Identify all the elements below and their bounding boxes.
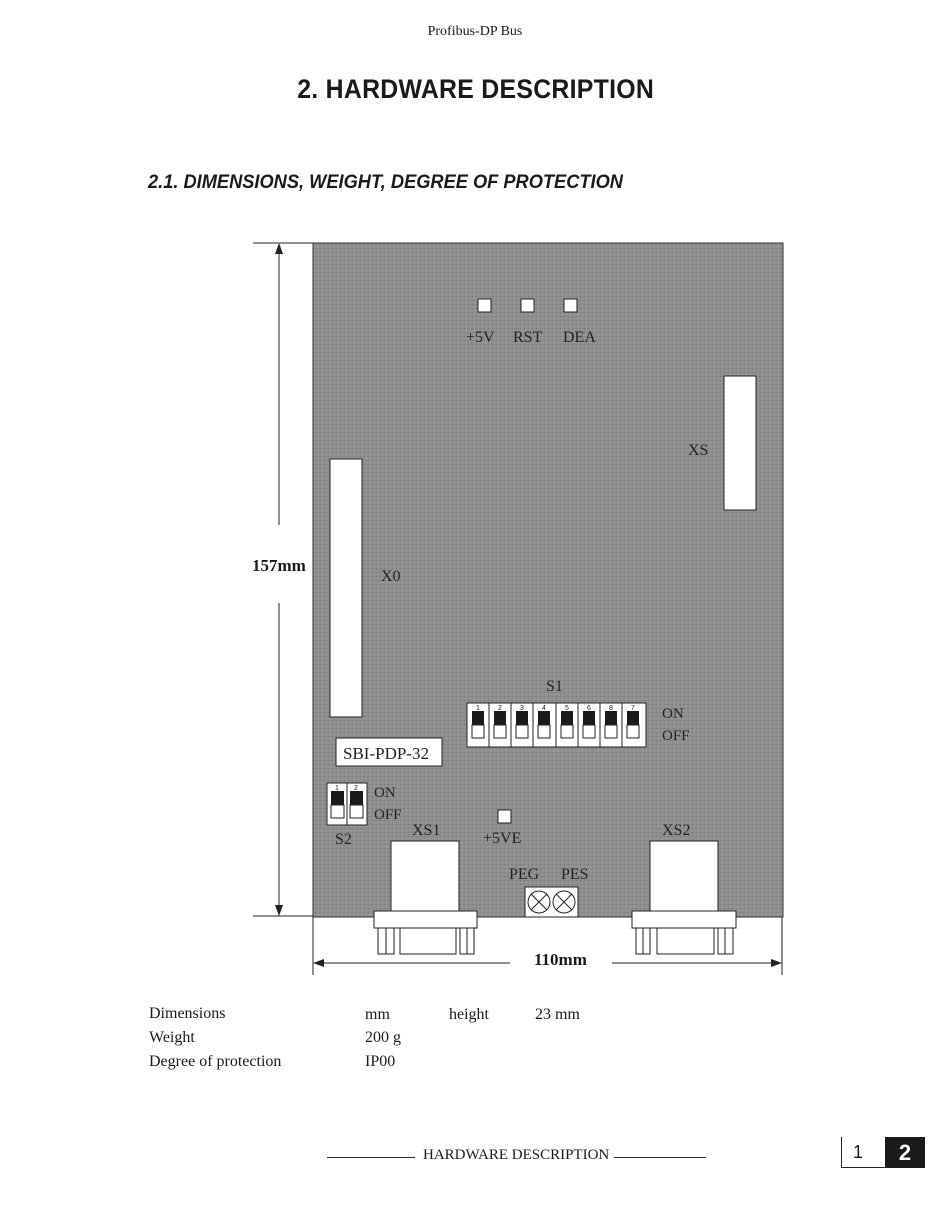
spec-name-dimensions: Dimensions	[149, 1005, 226, 1022]
height-dimension	[253, 243, 313, 916]
s2-dip-switch	[327, 783, 367, 825]
s1-num-2: 2	[498, 705, 502, 712]
pes-label: PES	[561, 866, 589, 883]
arrow-down-icon	[275, 905, 283, 916]
x0-label: X0	[381, 568, 401, 585]
s2-on-label: ON	[374, 785, 396, 801]
s2-label: S2	[335, 831, 352, 848]
led-dea	[564, 299, 577, 312]
footer-title: HARDWARE DESCRIPTION	[423, 1147, 610, 1163]
spec-value-protection: IP00	[365, 1053, 396, 1070]
s2-off-label: OFF	[374, 807, 402, 823]
x0-connector	[330, 459, 362, 717]
model-label: SBI-PDP-32	[343, 744, 429, 763]
s1-num-7: 8	[609, 705, 613, 712]
s1-off-label: OFF	[662, 728, 690, 744]
page-title: 2. HARDWARE DESCRIPTION	[297, 74, 655, 104]
s1-num-4: 4	[542, 705, 546, 712]
width-label: 110mm	[534, 950, 587, 969]
led-label-dea: DEA	[563, 329, 596, 346]
footer-rule-right	[614, 1157, 706, 1158]
arrow-right-icon	[771, 959, 782, 967]
led-label-5ve: +5VE	[483, 830, 522, 847]
xs-connector	[724, 376, 756, 510]
section-title: 2.1. DIMENSIONS, WEIGHT, DEGREE OF PROTECTION	[148, 172, 623, 193]
led-rst	[521, 299, 534, 312]
spec-height-value: 23 mm	[535, 1006, 580, 1023]
spec-value-weight: 200 g	[365, 1029, 401, 1046]
footer-rule-left	[327, 1157, 415, 1158]
s1-num-1: 1	[476, 705, 480, 712]
spec-name-weight: Weight	[149, 1029, 195, 1046]
s2-num-1: 1	[335, 785, 339, 792]
xs1-label: XS1	[412, 822, 441, 839]
led-5v	[478, 299, 491, 312]
s1-num-3: 3	[520, 705, 524, 712]
s1-on-label: ON	[662, 706, 684, 722]
chapter-number: 2	[885, 1137, 925, 1168]
spec-value-dimensions: mm	[365, 1006, 390, 1023]
xs2-label: XS2	[662, 822, 691, 839]
spec-height-label: height	[449, 1006, 489, 1023]
led-label-rst: RST	[513, 329, 543, 346]
led-label-5v: +5V	[466, 329, 495, 346]
page-number-box	[841, 1137, 925, 1168]
s1-label: S1	[546, 678, 563, 695]
chapter-page-number: 1	[853, 1142, 864, 1162]
height-label: 157mm	[252, 556, 306, 575]
s1-num-8: 7	[631, 705, 635, 712]
s1-num-5: 5	[565, 705, 569, 712]
s1-dip-switch	[467, 703, 646, 747]
s2-num-2: 2	[354, 785, 358, 792]
led-5ve	[498, 810, 511, 823]
arrow-left-icon	[313, 959, 324, 967]
spec-name-protection: Degree of protection	[149, 1053, 282, 1070]
running-header: Profibus-DP Bus	[427, 24, 523, 39]
s1-num-6: 6	[587, 705, 591, 712]
peg-label: PEG	[509, 866, 540, 883]
ground-screws	[525, 887, 578, 917]
arrow-up-icon	[275, 243, 283, 254]
xs-label: XS	[688, 442, 709, 459]
